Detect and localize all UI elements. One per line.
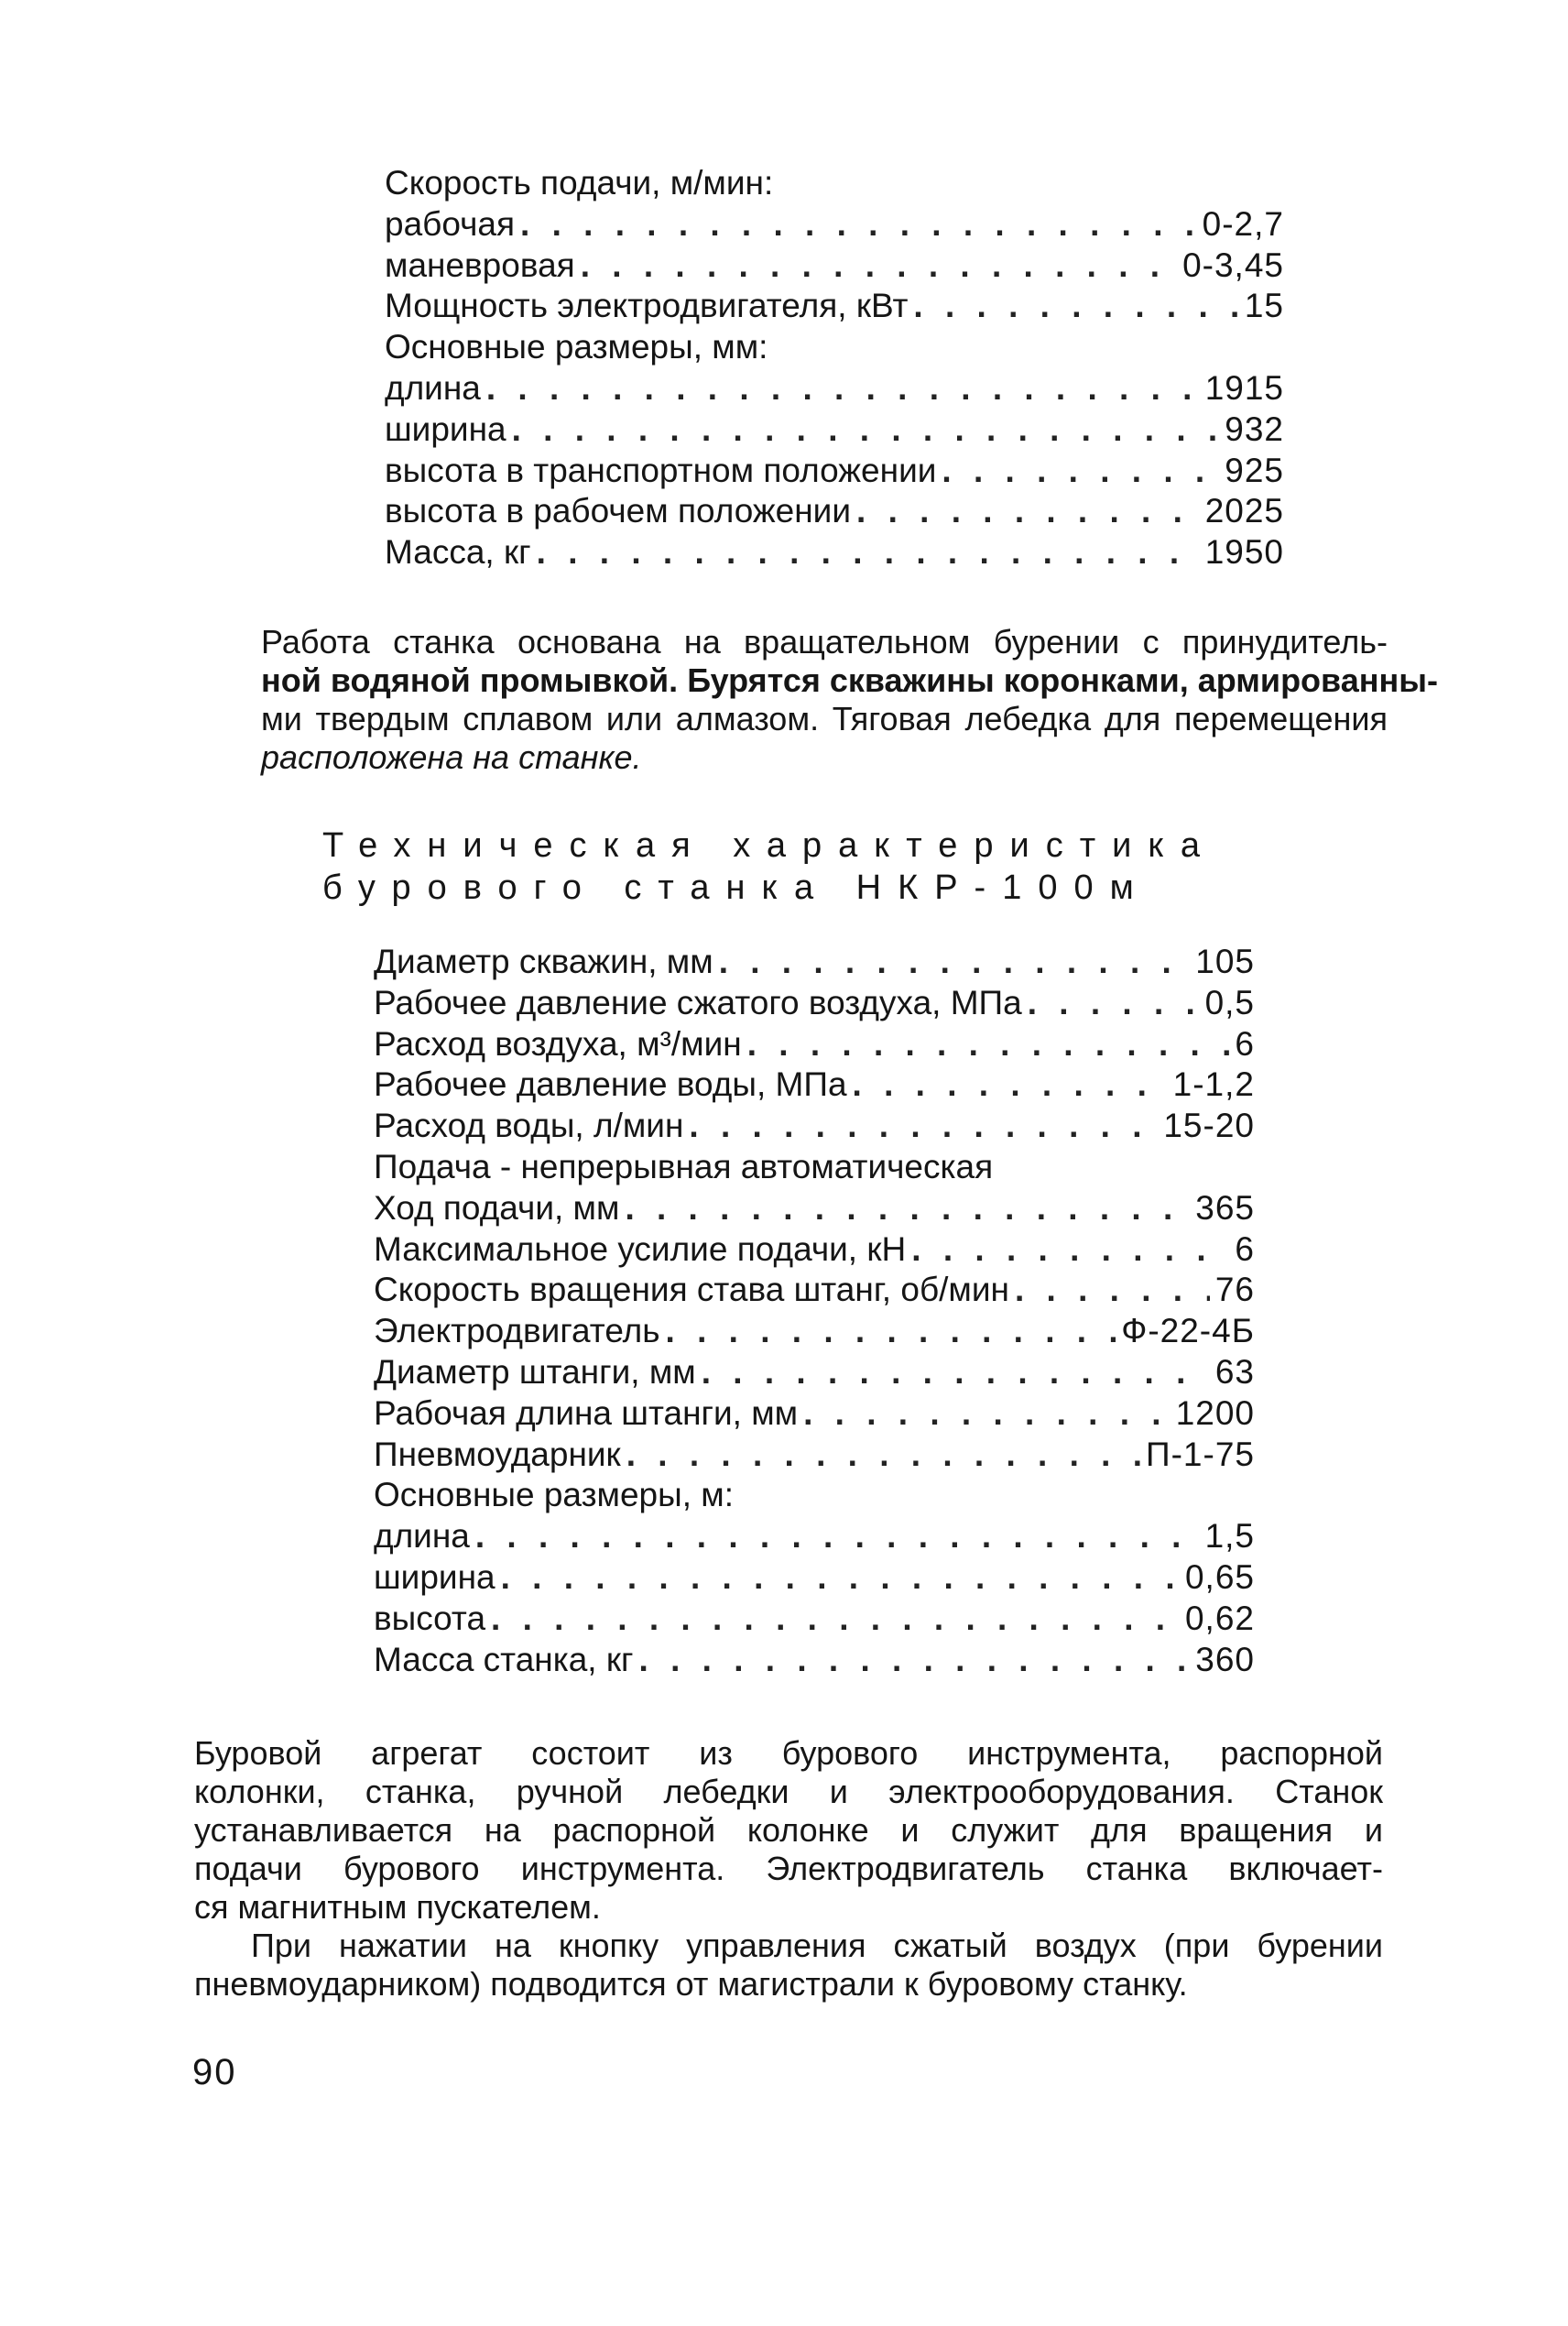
spec-table-2 [374,942,1255,1680]
row-label: Масса, кг [385,533,531,572]
paragraph-line: ной водяной промывкой. Бурятся скважины коронками, армированны- [261,661,1438,699]
paragraph-line: При нажатии на кнопку управления сжатый воздух (при бурении [251,1927,1383,1964]
row-label: ширина [374,1557,495,1596]
dot-leader [942,451,1219,492]
row-label: длина [374,1517,470,1556]
row-label: Скорость подачи, м/мин: [385,164,774,202]
table-row [374,1024,1255,1065]
row-label: Основные размеры, мм: [385,328,768,366]
row-value: 6 [1235,1024,1255,1063]
row-label: ширина [385,410,506,448]
table-row [374,1352,1255,1393]
row-label: Масса станка, кг [374,1640,634,1678]
table-row [374,1270,1255,1311]
row-label: Максимальное усилие подачи, кН [374,1229,907,1268]
row-value: 0,5 [1204,983,1255,1021]
dot-leader [853,1065,1168,1106]
table-heading-row [374,1475,1255,1516]
row-label: Подача - непрерывная автоматическая [374,1147,994,1185]
dot-leader [512,410,1220,451]
table-row [385,532,1284,573]
row-label: Расход воздуха, м³/мин [374,1024,742,1063]
row-label: Рабочее давление воды, МПа [374,1065,847,1104]
table-row [374,1599,1255,1640]
spec-table-1 [385,163,1284,573]
table-row [374,1557,1255,1599]
table-heading-row [385,327,1284,368]
paragraph-drilling-unit [194,1734,1383,1927]
row-value: 1200 [1175,1393,1255,1432]
dot-leader [639,1640,1191,1681]
dot-leader [501,1557,1180,1599]
row-label: длина [385,368,481,407]
row-value: 76 [1214,1271,1255,1309]
row-label: Электродвигатель [374,1312,660,1350]
row-value: 2025 [1204,492,1284,530]
row-value: 932 [1225,410,1284,448]
row-label: Пневмоударник [374,1435,621,1473]
paragraph-drilling-method [261,623,1438,777]
row-label: Мощность электродвигателя, кВт [385,287,909,325]
dot-leader [666,1311,1116,1352]
table-row [374,1229,1255,1271]
row-value: 1915 [1204,368,1284,407]
row-value: 1-1,2 [1172,1065,1255,1104]
row-value: 1950 [1204,533,1284,572]
row-label: Ход подачи, мм [374,1188,620,1227]
caption-line: бурового станка НКР-100м [322,868,1150,907]
row-label: маневровая [385,246,575,284]
paragraph-line: устанавливается на распорной колонке и служит для вращения и [194,1811,1383,1849]
table-row [374,1106,1255,1147]
row-value: 0-3,45 [1182,246,1284,284]
row-value: 0,65 [1184,1557,1255,1596]
row-label: Скорость вращения става штанг, об/мин [374,1271,1009,1309]
table-row [374,983,1255,1024]
row-value: 15 [1244,287,1284,325]
dot-leader [1028,983,1200,1024]
row-label: высота в транспортном положении [385,451,937,489]
row-value: 0,62 [1184,1599,1255,1637]
table-row [374,942,1255,983]
page-number: 90 [192,2052,237,2092]
dot-leader [625,1188,1190,1229]
dot-leader [1015,1270,1210,1311]
table-row [374,1065,1255,1106]
paragraph-line: пневмоударником) подводится от магистрали к буровому станку. [194,1965,1188,2003]
dot-leader [911,1229,1229,1271]
dot-leader [856,491,1200,532]
dot-leader [486,368,1200,410]
table-row [374,1188,1255,1229]
dot-leader [626,1435,1140,1476]
row-value: 925 [1225,451,1284,489]
row-value: Ф-22-4Б [1121,1312,1255,1350]
dot-leader [491,1599,1180,1640]
row-label: рабочая [385,204,516,243]
table-row [385,246,1284,287]
row-value: 365 [1195,1188,1255,1227]
table-row [385,410,1284,451]
dot-leader [520,204,1197,246]
row-value: 105 [1195,943,1255,980]
paragraph-line: ми твердым сплавом или алмазом. Тяговая лебедка для перемещения [261,700,1388,737]
dot-leader [702,1352,1210,1393]
paragraph-line: Работа станка основана на вращательном бурении с принудитель- [261,623,1388,661]
dot-leader [581,246,1177,287]
row-label: Рабочая длина штанги, мм [374,1393,799,1432]
table-heading-row [385,163,1284,204]
paragraph-line: подачи бурового инструмента. Электродвигатель станка включает- [194,1850,1383,1887]
table-row [385,451,1284,492]
dot-leader [803,1393,1171,1435]
row-value: 63 [1214,1352,1255,1391]
row-value: 6 [1235,1229,1255,1268]
row-value: 0-2,7 [1202,204,1284,243]
table-row [385,204,1284,246]
table-row [385,491,1284,532]
caption-line: Техническая характеристика [322,826,1216,865]
dot-leader [913,286,1238,327]
table-row [374,1640,1255,1681]
dot-leader [719,942,1191,983]
row-label: Рабочее давление сжатого воздуха, МПа [374,983,1022,1021]
dot-leader [689,1106,1158,1147]
table-row [374,1393,1255,1435]
paragraph-line: расположена на станке. [261,738,642,776]
row-value: 15-20 [1163,1107,1255,1145]
table-caption [322,824,1284,909]
dot-leader [537,532,1200,573]
row-value: 1,5 [1204,1517,1255,1556]
paragraph-line: Буровой агрегат состоит из бурового инструмента, распорной [194,1734,1383,1772]
row-value: П-1-75 [1146,1435,1255,1473]
table-row [374,1516,1255,1557]
paragraph-line: колонки, станка, ручной лебедки и электрооборудования. Станок [194,1773,1383,1810]
row-label: высота [374,1599,486,1637]
table-heading-row [374,1147,1255,1188]
row-label: Диаметр штанги, мм [374,1352,696,1391]
table-row [374,1435,1255,1476]
table-row [374,1311,1255,1352]
dot-leader [747,1024,1230,1065]
row-label: Расход воды, л/мин [374,1107,684,1145]
paragraph-line: ся магнитным пускателем. [194,1888,601,1926]
table-row [385,286,1284,327]
dot-leader [475,1516,1200,1557]
row-value: 360 [1195,1640,1255,1678]
paragraph-control-button [194,1927,1383,2004]
row-label: высота в рабочем положении [385,492,852,530]
row-label: Основные размеры, м: [374,1476,734,1514]
table-row [385,368,1284,410]
row-label: Диаметр скважин, мм [374,943,713,980]
